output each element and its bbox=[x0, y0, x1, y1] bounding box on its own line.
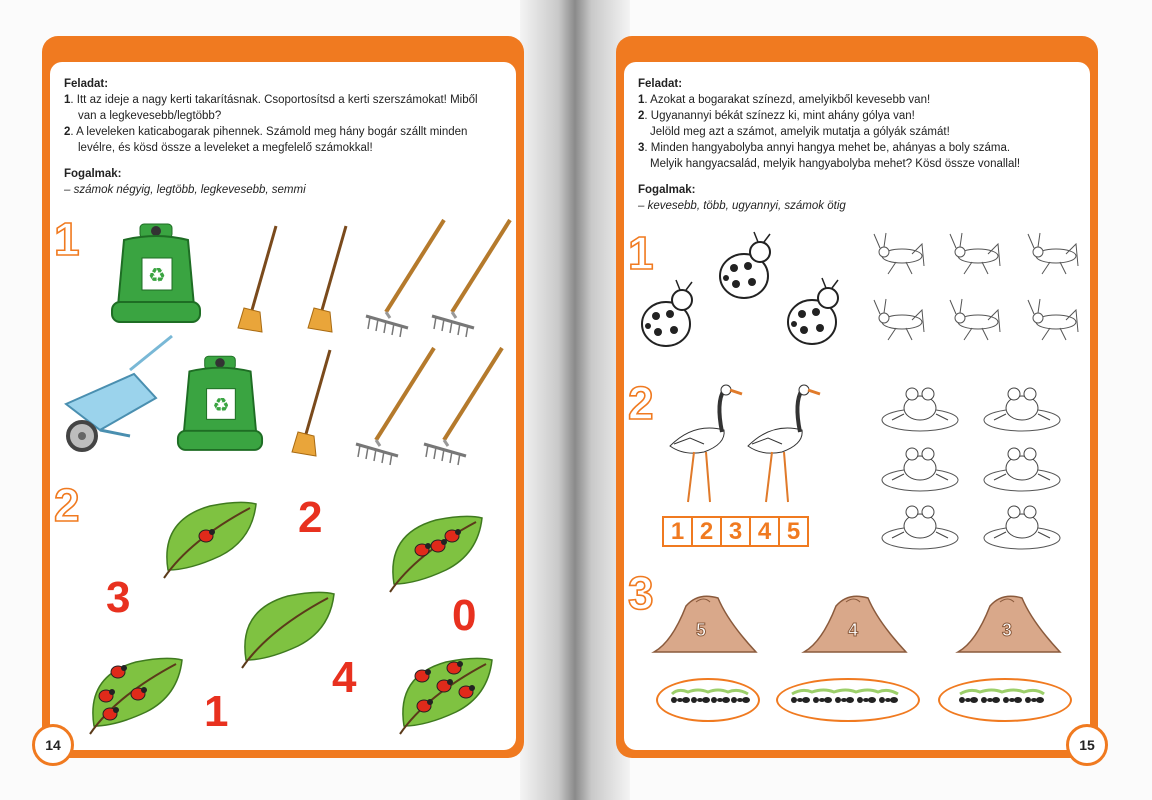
broom-icon bbox=[306, 224, 350, 334]
broom-icon bbox=[290, 348, 334, 458]
number-box[interactable]: 2 bbox=[691, 516, 722, 547]
number-option[interactable]: 0 bbox=[452, 591, 477, 640]
grasshopper-outline-icon[interactable] bbox=[872, 298, 926, 344]
stork-icon bbox=[742, 382, 822, 508]
rake-icon bbox=[422, 346, 506, 464]
grasshopper-outline-icon[interactable] bbox=[1026, 298, 1080, 344]
number-box[interactable]: 5 bbox=[778, 516, 809, 547]
book-spine bbox=[520, 0, 630, 800]
leaf-with-ladybugs bbox=[86, 656, 186, 736]
svg-text:♻: ♻ bbox=[212, 393, 230, 417]
section-number-1: 1 bbox=[54, 213, 80, 265]
recycling-bin-icon bbox=[176, 354, 264, 454]
ladybug-outline-icon[interactable] bbox=[782, 276, 848, 352]
wheelbarrow-icon bbox=[60, 334, 176, 454]
concepts-list: – kevesebb, több, ugyannyi, számok ötig bbox=[638, 200, 846, 212]
right-instructions: Feladat: 1. Azokat a bogarakat színezd, amelyikből kevesebb van! 2. Ugyanannyi békát színezz ki, mint ahány gólya van! Jelöld meg azt a számot, amelyik mutatja a gólyák számát! 3. Minden hangyabolyba annyi hangya mehet be, ahányas a boly száma. Melyik hangyacsalád, melyik hangyabolyba mehet? Kösd össze vonallal! Fogalmak: – kevesebb, több, ugyannyi, számok ötig bbox=[638, 76, 1078, 214]
recycling-bin-icon bbox=[110, 222, 202, 326]
section-number-2: 2 bbox=[54, 479, 80, 531]
ant-icon bbox=[956, 688, 1046, 710]
number-option[interactable]: 1 bbox=[204, 687, 229, 736]
frog-on-lilypad-icon[interactable] bbox=[880, 384, 960, 432]
frog-on-lilypad-icon[interactable] bbox=[982, 384, 1062, 432]
anthill-number: 5 bbox=[696, 620, 707, 640]
ladybug-outline-icon[interactable] bbox=[636, 278, 702, 354]
concepts-list: – számok négyig, legtöbb, legkevesebb, semmi bbox=[64, 184, 306, 196]
frog-on-lilypad-icon[interactable] bbox=[880, 444, 960, 492]
task-heading: Feladat: bbox=[638, 78, 683, 90]
number-boxes bbox=[664, 516, 809, 547]
number-option[interactable]: 2 bbox=[298, 493, 323, 542]
svg-text:♻: ♻ bbox=[148, 263, 166, 287]
frog-on-lilypad-icon[interactable] bbox=[982, 444, 1062, 492]
number-box[interactable]: 3 bbox=[720, 516, 751, 547]
concepts-heading: Fogalmak: bbox=[64, 168, 122, 180]
section-number-1: 1 bbox=[628, 227, 654, 279]
anthill-number: 4 bbox=[848, 620, 859, 640]
leaf-empty bbox=[238, 590, 338, 670]
anthill-number: 3 bbox=[1002, 620, 1013, 640]
leaf-with-ladybugs bbox=[386, 514, 486, 594]
stork-icon bbox=[664, 382, 744, 508]
frog-on-lilypad-icon[interactable] bbox=[880, 502, 960, 550]
leaf-with-ladybugs bbox=[160, 500, 260, 580]
leaf-with-ladybugs bbox=[396, 656, 496, 736]
grasshopper-outline-icon[interactable] bbox=[948, 232, 1002, 278]
number-box[interactable]: 4 bbox=[749, 516, 780, 547]
left-instructions: Feladat: 1. Itt az ideje a nagy kerti takarításnak. Csoportosítsd a kerti szerszámokat! Miből van a legkevesebb/legtöbb? 2. A leveleken katicabogarak pihennek. Számold meg hány bogár szállt minden levélre, és kösd össze a leveleket a megfelelő számokkal! Fogalmak: – számok négyig, legtöbb, legkevesebb, semmi bbox=[64, 76, 504, 198]
grasshopper-outline-icon[interactable] bbox=[948, 298, 1002, 344]
ant-icon bbox=[668, 688, 752, 710]
ant-icon bbox=[788, 688, 904, 710]
task-heading: Feladat: bbox=[64, 78, 109, 90]
page-number: 14 bbox=[32, 724, 74, 766]
number-option[interactable]: 3 bbox=[106, 573, 131, 622]
ladybug-outline-icon[interactable] bbox=[714, 230, 780, 306]
number-option[interactable]: 4 bbox=[332, 653, 357, 702]
section-number-3: 3 bbox=[628, 567, 654, 619]
broom-icon bbox=[236, 224, 280, 334]
frog-on-lilypad-icon[interactable] bbox=[982, 502, 1062, 550]
page-number: 15 bbox=[1066, 724, 1108, 766]
concepts-heading: Fogalmak: bbox=[638, 184, 696, 196]
rake-icon bbox=[430, 218, 514, 336]
number-box[interactable]: 1 bbox=[662, 516, 693, 547]
grasshopper-outline-icon[interactable] bbox=[1026, 232, 1080, 278]
section-number-2: 2 bbox=[628, 377, 654, 429]
grasshopper-outline-icon[interactable] bbox=[872, 232, 926, 278]
